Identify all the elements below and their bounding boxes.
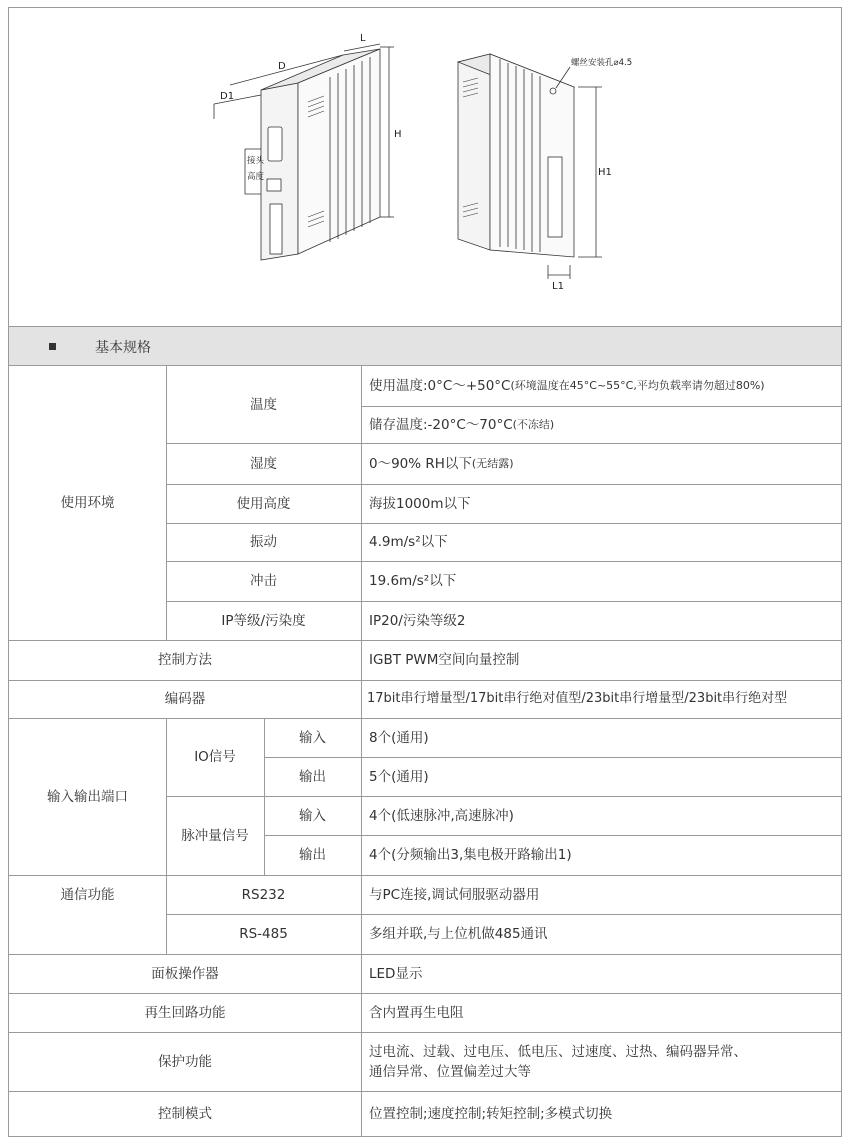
encoder-value: 17bit串行增量型/17bit串行绝对值型/23bit串行增量型/23bit串行绝对型: [367, 691, 788, 706]
regen-value: 含内置再生电阻: [369, 1004, 464, 1021]
connector-label-2: 高度: [247, 172, 265, 182]
dimension-diagram: [8, 7, 842, 325]
protect-value-line1: 过电流、过载、过电压、低电压、过速度、过热、编码器异常、: [369, 1043, 747, 1060]
protect-label: 保护功能: [158, 1053, 212, 1070]
io-output-label: 输出: [299, 768, 326, 785]
mode-value: 位置控制;速度控制;转矩控制;多模式切换: [369, 1105, 613, 1122]
temp-store-value: 储存温度:-20°C～70°C (不冻结): [369, 416, 555, 433]
humidity-value: 0～90% RH以下 (无结露): [369, 455, 514, 472]
env-label: 使用环境: [60, 495, 115, 511]
encoder-label: 编码器: [164, 691, 206, 707]
ip-value: IP20/污染等级2: [369, 612, 466, 629]
panel-label: 面板操作器: [151, 965, 219, 982]
section-header: [9, 326, 841, 366]
pulse-output-label: 输出: [299, 847, 326, 863]
io-signal-label: IO信号: [194, 749, 236, 765]
io-output-value: 5个(通用): [369, 768, 429, 785]
ip-label: IP等级/污染度: [221, 612, 306, 629]
right-connector-slot: [548, 157, 562, 237]
control-method-label: 控制方法: [158, 652, 212, 668]
mode-label: 控制模式: [158, 1105, 212, 1122]
altitude-label: 使用高度: [236, 495, 291, 512]
io-label: 输入输出端口: [47, 788, 128, 805]
temp-label: 温度: [250, 396, 277, 413]
pulse-input-value: 4个(低速脉冲,高速脉冲): [369, 807, 514, 824]
protect-value-line2: 通信异常、位置偏差过大等: [369, 1063, 531, 1080]
pulse-input-label: 输入: [299, 807, 326, 824]
dim-L1: L1: [552, 281, 564, 292]
dim-H: H: [394, 129, 402, 140]
connector-label-1: 接头: [247, 156, 265, 166]
protect-value: [361, 1032, 842, 1091]
dim-D1: D1: [220, 91, 235, 102]
dim-L: L: [360, 33, 366, 44]
rs485-value: 多组并联,与上位机做485通讯: [369, 926, 548, 942]
regen-label: 再生回路功能: [144, 1004, 226, 1021]
rs232-value: 与PC连接,调试伺服驱动器用: [369, 886, 540, 903]
rs485-label: RS-485: [239, 926, 288, 942]
pulse-output-value: 4个(分频输出3,集电极开路输出1): [369, 847, 572, 863]
left-connector-small: [267, 179, 281, 191]
humidity-label: 湿度: [250, 455, 277, 472]
io-input-value: 8个(通用): [369, 729, 429, 746]
left-connector-db: [268, 127, 282, 161]
shock-value: 19.6m/s²以下: [369, 573, 457, 589]
io-input-label: 输入: [299, 729, 326, 746]
panel-value: LED显示: [369, 965, 423, 982]
pulse-signal-label: 脉冲量信号: [181, 827, 249, 844]
comm-label: 通信功能: [60, 886, 115, 903]
screw-hole-label: 螺丝安装孔⌀4.5: [571, 58, 633, 68]
right-device-body: [458, 54, 490, 250]
section-title: 基本规格: [95, 340, 151, 356]
temp-use-value: 使用温度:0°C～+50°C (环境温度在45°C~55°C,平均负载率请勿超过80%): [369, 378, 765, 394]
screw-hole: [550, 88, 556, 94]
left-device-side: [298, 49, 380, 254]
rs232-label: RS232: [241, 886, 286, 903]
dim-H1: H1: [598, 167, 612, 178]
vibration-label: 振动: [250, 534, 277, 550]
shock-label: 冲击: [250, 573, 277, 589]
left-connector-terminal: [270, 204, 282, 254]
control-method-value: IGBT PWM空间向量控制: [369, 652, 520, 668]
altitude-value: 海拔1000m以下: [369, 495, 471, 512]
dim-D: D: [278, 61, 286, 72]
vibration-value: 4.9m/s²以下: [369, 534, 448, 550]
bullet-square: [49, 343, 56, 350]
